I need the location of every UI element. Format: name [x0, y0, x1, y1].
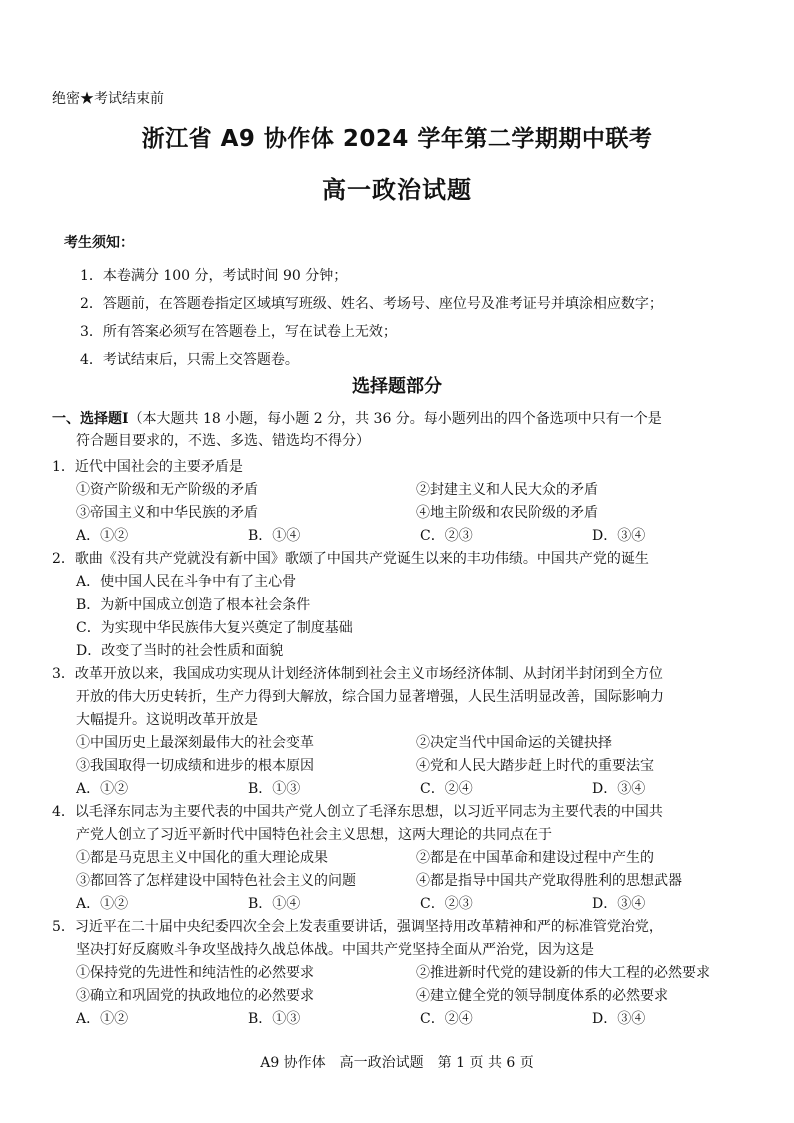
option-a: A．使中国人民在斗争中有了主心骨: [76, 574, 297, 590]
question-stem-cont: 大幅提升。这说明改革开放是: [76, 712, 258, 728]
option-a: A．①②: [76, 781, 129, 797]
option-c: C．②③: [420, 896, 473, 912]
statement: ④党和人民大踏步赶上时代的重要法宝: [416, 758, 654, 774]
questions: [52, 456, 752, 1031]
option-a: A．①②: [76, 1011, 129, 1027]
option-b: B．①④: [248, 896, 301, 912]
option-b: B．为新中国成立创造了根本社会条件: [76, 597, 311, 613]
page-footer: A9 协作体 高一政治试题 第 1 页 共 6 页: [260, 1055, 534, 1071]
statement: ②决定当代中国命运的关键抉择: [416, 735, 612, 751]
question-stem-cont: 坚决打好反腐败斗争攻坚战持久战总体战。中国共产党坚持全面从严治党，因为这是: [76, 942, 594, 958]
statement: ①中国历史上最深刻最伟大的社会变革: [76, 735, 314, 751]
notice-list: [80, 262, 760, 374]
option-d: D．③④: [592, 781, 646, 797]
statement: ②封建主义和人民大众的矛盾: [416, 482, 598, 498]
statement: ④地主阶级和农民阶级的矛盾: [416, 505, 598, 521]
statement: ③都回答了怎样建设中国特色社会主义的问题: [76, 873, 356, 889]
question-stem-cont: 产党人创立了习近平新时代中国特色社会主义思想，这两大理论的共同点在于: [76, 827, 552, 843]
statement: ④建立健全党的领导制度体系的必然要求: [416, 988, 668, 1004]
part-description-cont: 符合题目要求的，不选、多选、错选均不得分）: [76, 433, 370, 449]
notice-item: 1．本卷满分 100 分，考试时间 90 分钟；: [80, 268, 348, 284]
question-4: [52, 801, 752, 916]
exam-subtitle: 高一政治试题: [322, 176, 472, 204]
option-a: A．①②: [76, 896, 129, 912]
statement: ②推进新时代党的建设新的伟大工程的必然要求: [416, 965, 710, 981]
option-b: B．①④: [248, 528, 301, 544]
section-title: 选择题部分: [352, 376, 442, 397]
notice-heading: 考生须知：: [64, 235, 134, 251]
exam-title: 浙江省 A9 协作体 2024 学年第二学期期中联考: [141, 126, 653, 152]
option-d: D．③④: [592, 896, 646, 912]
confidential-mark: 绝密★考试结束前: [52, 91, 164, 107]
statement: ①都是马克思主义中国化的重大理论成果: [76, 850, 328, 866]
option-a: A．①②: [76, 528, 129, 544]
option-b: B．①③: [248, 781, 301, 797]
notice-item: 2．答题前，在答题卷指定区域填写班级、姓名、考场号、座位号及准考证号并填涂相应数字；: [80, 296, 663, 312]
statement: ①资产阶级和无产阶级的矛盾: [76, 482, 258, 498]
option-c: C．②④: [420, 781, 473, 797]
question-stem: 5．习近平在二十届中央纪委四次全会上发表重要讲话，强调坚持用改革精神和严的标准管党治党，: [52, 919, 663, 935]
question-stem: 3．改革开放以来，我国成功实现从计划经济体制到社会主义市场经济体制、从封闭半封闭到全方位: [52, 666, 663, 682]
option-b: B．①③: [248, 1011, 301, 1027]
question-stem: 1．近代中国社会的主要矛盾是: [52, 459, 243, 475]
statement: ①保持党的先进性和纯洁性的必然要求: [76, 965, 314, 981]
option-d: D．改变了当时的社会性质和面貌: [76, 643, 284, 659]
option-d: D．③④: [592, 1011, 646, 1027]
part-description: （本大题共 18 小题，每小题 2 分，共 36 分。每小题列出的四个备选项中只有一个是: [128, 411, 662, 427]
question-stem: 4．以毛泽东同志为主要代表的中国共产党人创立了毛泽东思想，以习近平同志为主要代表的中国共: [52, 804, 663, 820]
option-c: C．②③: [420, 528, 473, 544]
part-heading: [52, 408, 752, 452]
notice-item: 4．考试结束后，只需上交答题卷。: [80, 352, 299, 368]
question-2: [52, 548, 752, 663]
statement: ③我国取得一切成绩和进步的根本原因: [76, 758, 314, 774]
statement: ②都是在中国革命和建设过程中产生的: [416, 850, 654, 866]
option-c: C．为实现中华民族伟大复兴奠定了制度基础: [76, 620, 353, 636]
question-5: [52, 916, 752, 1031]
option-c: C．②④: [420, 1011, 473, 1027]
part-label: 一、选择题Ⅰ: [52, 411, 129, 427]
notice-item: 3．所有答案必须写在答题卷上，写在试卷上无效；: [80, 324, 397, 340]
option-d: D．③④: [592, 528, 646, 544]
statement: ③帝国主义和中华民族的矛盾: [76, 505, 258, 521]
question-3: [52, 663, 752, 801]
question-stem: 2．歌曲《没有共产党就没有新中国》歌颂了中国共产党诞生以来的丰功伟绩。中国共产党的诞生: [52, 551, 649, 567]
question-1: [52, 456, 752, 548]
question-stem-cont: 开放的伟大历史转折，生产力得到大解放，综合国力显著增强，人民生活明显改善，国际影响力: [76, 689, 664, 705]
statement: ④都是指导中国共产党取得胜利的思想武器: [416, 873, 682, 889]
statement: ③确立和巩固党的执政地位的必然要求: [76, 988, 314, 1004]
